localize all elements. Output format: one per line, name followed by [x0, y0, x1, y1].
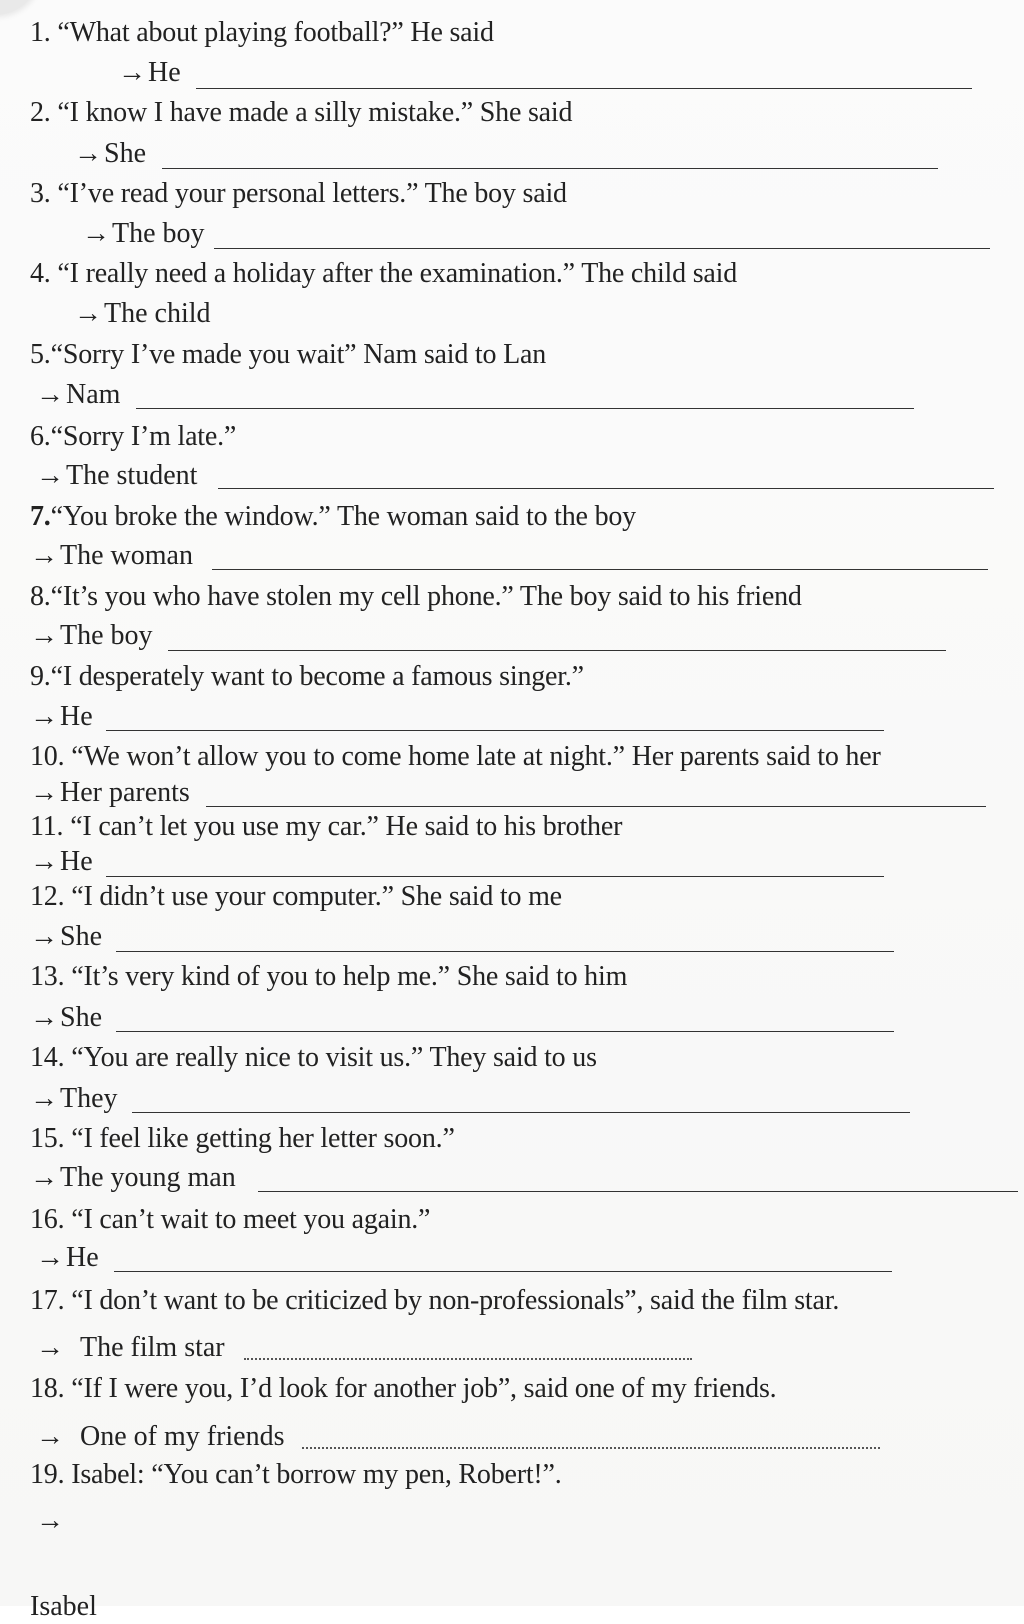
arrow-icon: → [74, 298, 102, 329]
answer-6-blank[interactable] [218, 488, 994, 489]
answer-1-prompt: →He [118, 57, 181, 88]
answer-15-prompt: →The young man [30, 1162, 236, 1193]
question-13: 13. “It’s very kind of you to help me.” She said to him [30, 961, 628, 992]
question-8: 8.“It’s you who have stolen my cell phone.” The boy said to his friend [30, 581, 802, 612]
answer-8-prompt: →The boy [30, 620, 153, 651]
cut-off-text: Isabel [30, 1591, 97, 1622]
arrow-icon: → [30, 540, 58, 571]
answer-10-prompt: →Her parents [30, 777, 190, 808]
arrow-icon: → [30, 1002, 58, 1033]
arrow-icon: → [36, 1332, 64, 1363]
answer-2-blank[interactable] [162, 168, 938, 169]
question-1: 1. “What about playing football?” He said [30, 17, 494, 48]
question-7: 7.“You broke the window.” The woman said to the boy [30, 501, 636, 532]
arrow-icon: → [82, 218, 110, 249]
question-19: 19. Isabel: “You can’t borrow my pen, Robert!”. [30, 1459, 562, 1490]
arrow-icon: → [118, 57, 146, 88]
answer-3-prompt: →The boy [82, 218, 205, 249]
arrow-icon: → [30, 846, 58, 877]
answer-14-blank[interactable] [132, 1112, 910, 1113]
answer-5-blank[interactable] [136, 408, 914, 409]
question-14: 14. “You are really nice to visit us.” They said to us [30, 1042, 597, 1073]
answer-6-prompt: →The student [36, 460, 198, 491]
arrow-icon: → [36, 1421, 64, 1452]
arrow-icon: → [30, 777, 58, 808]
arrow-icon: → [36, 460, 64, 491]
question-18: 18. “If I were you, I’d look for another job”, said one of my friends. [30, 1373, 777, 1404]
answer-2-prompt: →She [74, 138, 146, 169]
answer-16-blank[interactable] [114, 1271, 892, 1272]
answer-16-prompt: →He [36, 1242, 99, 1273]
answer-14-prompt: →They [30, 1083, 118, 1114]
question-4: 4. “I really need a holiday after the examination.” The child said [30, 258, 738, 289]
question-10: 10. “We won’t allow you to come home late at night.” Her parents said to her [30, 741, 881, 772]
question-5: 5.“Sorry I’ve made you wait” Nam said to Lan [30, 339, 547, 370]
answer-18-blank[interactable] [302, 1447, 880, 1449]
answer-12-blank[interactable] [116, 951, 894, 952]
question-6: 6.“Sorry I’m late.” [30, 421, 237, 452]
answer-15-blank[interactable] [258, 1191, 1018, 1192]
answer-4-prompt: →The child [74, 298, 211, 329]
arrow-icon: → [30, 921, 58, 952]
arrow-icon: → [36, 1505, 64, 1536]
answer-1-blank[interactable] [196, 88, 972, 89]
answer-5-prompt: →Nam [36, 379, 121, 410]
arrow-icon: → [30, 1083, 58, 1114]
answer-13-prompt: →She [30, 1002, 102, 1033]
question-9: 9.“I desperately want to become a famous singer.” [30, 661, 584, 692]
arrow-icon: → [36, 379, 64, 410]
answer-9-blank[interactable] [106, 730, 884, 731]
answer-3-blank[interactable] [214, 248, 990, 249]
answer-19-prompt [36, 1504, 80, 1538]
answer-8-blank[interactable] [168, 650, 946, 651]
question-12: 12. “I didn’t use your computer.” She said to me [30, 881, 562, 912]
answer-17-blank[interactable] [244, 1358, 692, 1360]
answer-11-prompt: →He [30, 846, 93, 877]
answer-9-prompt: →He [30, 701, 93, 732]
question-15: 15. “I feel like getting her letter soon.” [30, 1123, 455, 1154]
arrow-icon: → [30, 1162, 58, 1193]
question-16: 16. “I can’t wait to meet you again.” [30, 1204, 431, 1235]
question-17: 17. “I don’t want to be criticized by non-professionals”, said the film star. [30, 1285, 840, 1316]
page-corner-fold [0, 0, 40, 15]
question-2: 2. “I know I have made a silly mistake.” She said [30, 97, 573, 128]
answer-18-prompt: → One of my friends [36, 1421, 285, 1452]
arrow-icon: → [74, 138, 102, 169]
answer-11-blank[interactable] [106, 876, 884, 877]
answer-7-prompt: →The woman [30, 540, 193, 571]
answer-17-prompt: → The film star [36, 1332, 225, 1363]
arrow-icon: → [30, 620, 58, 651]
arrow-icon: → [30, 701, 58, 732]
answer-10-blank[interactable] [206, 806, 986, 807]
arrow-icon: → [36, 1242, 64, 1273]
question-11: 11. “I can’t let you use my car.” He said to his brother [30, 811, 623, 842]
answer-7-blank[interactable] [212, 569, 988, 570]
answer-13-blank[interactable] [116, 1031, 894, 1032]
question-3: 3. “I’ve read your personal letters.” The boy said [30, 178, 567, 209]
answer-12-prompt: →She [30, 921, 102, 952]
